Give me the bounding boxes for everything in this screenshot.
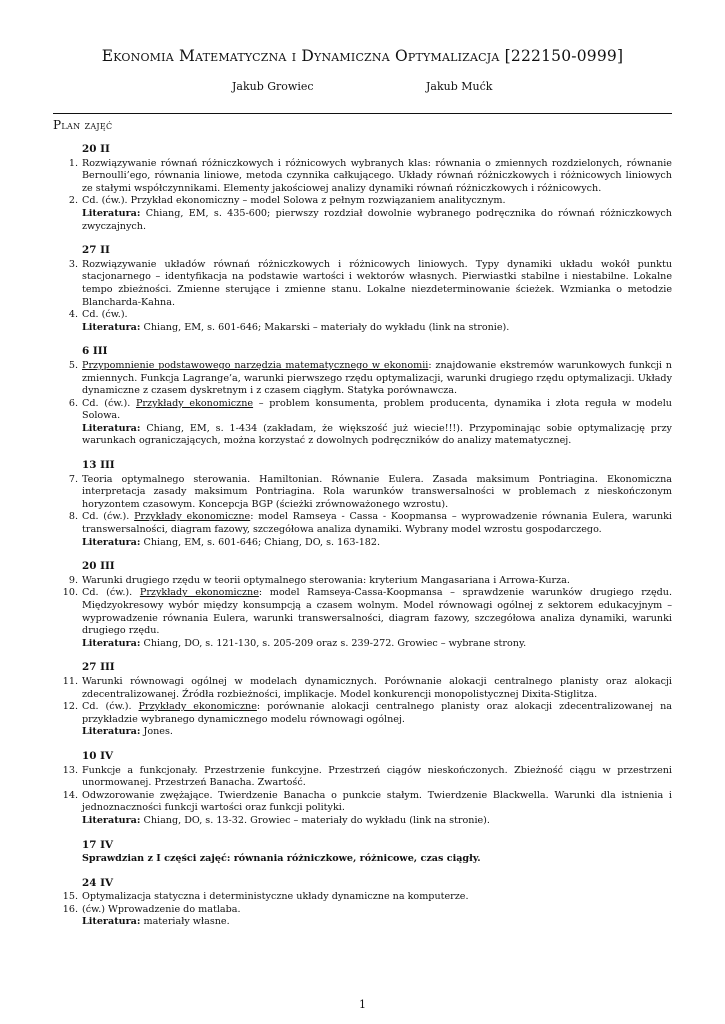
schedule-content <box>53 143 672 940</box>
item-number: 12. <box>62 701 78 713</box>
item-underlined-phrase: Przykłady ekonomiczne <box>134 511 251 523</box>
item-text: Funkcje a funkcjonały. Przestrzenie funkcyjne. Przestrzeń ciągów nieskończonych. Zbieżność ciągu w przestrzeni unormowanej. Przestrzeń Banacha. Zwartość. <box>82 764 672 789</box>
literature-line <box>53 208 672 233</box>
item-number: 11. <box>62 675 78 687</box>
literature-text: Chiang, EM, s. 1-434 (zakładam, że większość już wiecie!!!). Przypominając sobie optymalizację przy warunkach ograniczających, można korzystać z dowolnych podręczników do analizy matematycznej. <box>82 422 672 447</box>
literature-line <box>53 638 672 651</box>
item-number: 14. <box>62 789 78 801</box>
session-block <box>53 839 672 866</box>
schedule-item <box>53 360 672 398</box>
literature-label: Literatura: <box>82 726 141 738</box>
page-number: 1 <box>359 998 366 1011</box>
section-heading: Plan zajęć <box>53 118 113 132</box>
item-number: 13. <box>62 764 78 776</box>
item-number: 8. <box>68 511 78 523</box>
item-text: Rozwiązywanie układów równań różniczkowych i różnicowych liniowych. Typy dynamiki układu wokół punktu stacjonarnego – identyfikacja na podstawie wartości i wektorów własnych. Pierwiastki stabilne i niestabilne. Lokalne tempo zbieżności. Zmienne sterujące i zmienne stanu. Lokalne niezdeterminowanie ścieżek. Wzmianka o metodzie Blancharda-Kahna. <box>82 258 672 308</box>
item-text: Warunki równowagi ogólnej w modelach dynamicznych. Porównanie alokacji centralnego planisty oraz alokacji zdecentralizowanej. Źródła rozbieżności, implikacje. Model konkurencji monopolistycznej Dixita-Stiglitza. <box>82 675 672 700</box>
schedule-item <box>53 587 672 637</box>
literature-text: Chiang, EM, s. 601-646; Chiang, DO, s. 163-182. <box>143 536 381 548</box>
item-number: 2. <box>68 195 78 207</box>
session-date: 13 III <box>82 459 115 472</box>
item-text: Rozwiązywanie równań różniczkowych i różnicowych wybranych klas: równania o zmiennych rozdzielonych, równanie Bernoulli’ego, równania liniowe, metoda czynnika całkującego. Układy równań różniczkowych i różnicowych liniowych ze stałymi współczynnikami. Elementy jakościowej analizy dynamiki równań różniczkowych i różnicowych. <box>82 157 672 194</box>
item-text: (ćw.) Wprowadzenie do matlaba. <box>82 903 241 915</box>
item-text: : znajdowanie ekstremów warunkowych funkcji n zmiennych. Funkcja Lagrange’a, warunki pierwszego rzędu optymalizacji, warunki drugiego rzędu optymalizacji. Układy dynamiczne z czasem dyskretnym i z czasem ciągłym. Statyka porównawcza. <box>82 359 672 397</box>
author-muck: Jakub Mućk <box>426 80 493 93</box>
session-date: 24 IV <box>82 876 113 889</box>
item-text: Cd. (ćw.). <box>82 309 128 321</box>
literature-text: materiały własne. <box>143 916 230 928</box>
item-prefix: Cd. (ćw.). <box>82 587 140 599</box>
schedule-item <box>53 891 672 904</box>
item-number: 1. <box>68 157 78 169</box>
literature-text: Chiang, DO, s. 13-32. Growiec – materiały do wykładu (link na stronie). <box>143 814 490 826</box>
session-date: 17 IV <box>82 838 113 851</box>
session-block <box>53 661 672 739</box>
item-text: : model Ramseya - Cassa - Koopmansa – wyprowadzenie równania Eulera, warunki transwersalności, diagram fazowy, szczegółowa analiza dynamiki. Wybrany model wzrostu gospodarczego. <box>82 511 672 536</box>
item-prefix: Cd. (ćw.). <box>82 511 135 523</box>
session-block <box>53 560 672 650</box>
item-text: Cd. (ćw.). Przykład ekonomiczny – model Solowa z pełnym rozwiązaniem analitycznym. <box>82 195 506 207</box>
session-block <box>53 750 672 828</box>
literature-label: Literatura: <box>82 207 141 219</box>
schedule-item <box>53 195 672 208</box>
item-text: Odwzorowanie zwężające. Twierdzenie Banacha o punkcie stałym. Twierdzenie Blackwella. Warunki dla istnienia i jednoznaczności funkcji wartości oraz funkcji polityki. <box>82 789 672 814</box>
item-number: 3. <box>68 258 78 270</box>
item-text: – problem konsumenta, problem producenta, dynamika i złota reguła w modelu Solowa. <box>82 397 672 422</box>
literature-label: Literatura: <box>82 916 141 928</box>
literature-text: Chiang, DO, s. 121-130, s. 205-209 oraz s. 239-272. Growiec – wybrane strony. <box>143 637 527 649</box>
item-number: 6. <box>68 397 78 409</box>
schedule-item <box>53 474 672 512</box>
schedule-item <box>53 398 672 423</box>
literature-line <box>53 916 672 929</box>
item-prefix: Cd. (ćw.). <box>82 701 139 713</box>
literature-line <box>53 537 672 550</box>
session-block <box>53 877 672 929</box>
item-underlined-phrase: Przykłady ekonomiczne <box>138 701 257 713</box>
session-date: 10 IV <box>82 749 113 762</box>
item-number: 7. <box>68 473 78 485</box>
literature-label: Literatura: <box>82 637 141 649</box>
session-block <box>53 459 672 549</box>
literature-label: Literatura: <box>82 422 141 434</box>
exam-notice: Sprawdzian z I części zajęć: równania różniczkowe, różnicowe, czas ciągły. <box>82 853 481 865</box>
schedule-item <box>53 309 672 322</box>
schedule-item <box>53 790 672 815</box>
schedule-item <box>53 676 672 701</box>
session-block <box>53 345 672 448</box>
header-rule <box>53 113 672 114</box>
session-block <box>53 143 672 233</box>
item-number: 10. <box>62 587 78 599</box>
session-date: 27 III <box>82 661 115 674</box>
session-block <box>53 244 672 334</box>
literature-text: Chiang, EM, s. 435-600; pierwszy rozdział dowolnie wybranego podręcznika do równań różniczkowych zwyczajnych. <box>82 207 672 232</box>
literature-line <box>53 815 672 828</box>
item-text: Teoria optymalnego sterowania. Hamiltonian. Równanie Eulera. Zasada maksimum Pontriagina. Ekonomiczna interpretacja zasady maksimum Pontriagina. Rola warunków transwersalności w problemach z nieskończonym horyzontem czasowym. Koncepcja BGP (ścieżki zrównoważonego wzrostu). <box>82 473 672 510</box>
item-text: Optymalizacja statyczna i deterministyczne układy dynamiczne na komputerze. <box>82 891 469 903</box>
literature-label: Literatura: <box>82 536 141 548</box>
session-date: 27 II <box>82 244 110 257</box>
item-text: : porównanie alokacji centralnego planisty oraz alokacji zdecentralizowanej na przykładzie wybranego dynamicznego modelu równowagi ogólnej. <box>82 701 672 725</box>
schedule-item <box>53 575 672 588</box>
literature-line <box>53 726 672 739</box>
item-number: 5. <box>68 359 78 371</box>
item-underlined-phrase: Przypomnienie podstawowego narzędzia matematycznego w ekonomii <box>82 359 429 371</box>
literature-label: Literatura: <box>82 321 141 333</box>
item-underlined-phrase: Przykłady ekonomiczne <box>139 587 259 599</box>
item-number: 4. <box>68 309 78 321</box>
schedule-item <box>53 701 672 726</box>
literature-text: Jones. <box>143 726 173 738</box>
session-date: 20 III <box>82 560 115 573</box>
item-prefix: Cd. (ćw.). <box>82 397 136 409</box>
item-number: 9. <box>68 574 78 586</box>
schedule-item <box>53 158 672 196</box>
author-growiec: Jakub Growiec <box>232 80 314 93</box>
literature-label: Literatura: <box>82 814 141 826</box>
item-number: 16. <box>62 903 78 915</box>
schedule-item <box>53 511 672 536</box>
item-text: Warunki drugiego rzędu w teorii optymalnego sterowania: kryterium Mangasariana i Arrowa-Kurza. <box>82 574 570 586</box>
item-text: : model Ramseya-Cassa-Koopmansa – sprawdzenie warunków drugiego rzędu. Międzyokresowy wybór między konsumpcją a czasem wolnym. Model równowagi ogólnej z sektorem edukacyjnym – wyprowadzenie równania Eulera, warunki transwersalności, diagram fazowy, szczegółowa analiza dynamiki, warunki drugiego rzędu. <box>82 587 672 637</box>
schedule-item <box>53 904 672 917</box>
literature-text: Chiang, EM, s. 601-646; Makarski – materiały do wykładu (link na stronie). <box>143 321 510 333</box>
item-number: 15. <box>62 891 78 903</box>
literature-line <box>53 322 672 335</box>
session-date: 20 II <box>82 143 110 155</box>
schedule-item <box>53 765 672 790</box>
document-title: Ekonomia Matematyczna i Dynamiczna Optymalizacja [222150-0999] <box>101 47 624 65</box>
schedule-item <box>53 259 672 309</box>
session-date: 6 III <box>82 345 108 358</box>
item-underlined-phrase: Przykłady ekonomiczne <box>135 397 254 409</box>
literature-line <box>53 423 672 448</box>
